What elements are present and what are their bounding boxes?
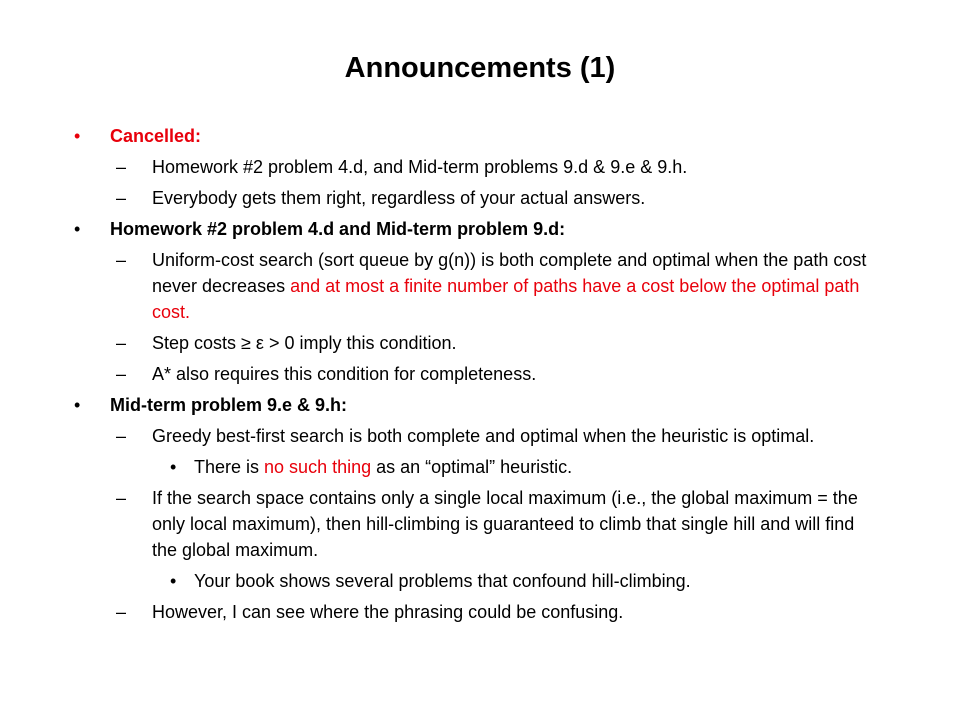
bullet-marker: • [170, 571, 177, 591]
dash-marker: – [116, 602, 127, 622]
slide-title: Announcements (1) [344, 52, 616, 84]
dash-marker: – [116, 157, 127, 177]
list-item [74, 485, 874, 563]
bullet-marker: • [74, 126, 81, 146]
list-item-text: However, I can see where the phrasing could be confusing. [152, 602, 624, 622]
list-item-text: Step costs ≥ ε > 0 imply this condition. [152, 333, 457, 353]
list-item [74, 185, 874, 211]
list-item-text: Homework #2 problem 4.d, and Mid-term problems 9.d & 9.e & 9.h. [152, 157, 688, 177]
section-heading-cancelled [74, 123, 874, 149]
dash-marker: – [116, 364, 127, 384]
nested-list-item [74, 568, 874, 594]
section-heading-text: Cancelled: [110, 126, 202, 146]
nested-list-item-highlight-text: no such thing [264, 457, 372, 477]
slide-content [74, 123, 874, 630]
list-item-text: Uniform-cost search (sort queue by g(n)) is both complete and optimal when the path cost never decreases [152, 250, 867, 296]
section-heading-text: Mid-term problem 9.e & 9.h: [110, 395, 348, 415]
list-item [74, 247, 874, 325]
nested-list-item-text: Your book shows several problems that confound hill-climbing. [194, 571, 691, 591]
dash-marker: – [116, 488, 127, 508]
nested-list-item-text-after: as an “optimal” heuristic. [371, 457, 573, 477]
dash-marker: – [116, 426, 127, 446]
nested-list-item-text: There is [194, 457, 265, 477]
dash-marker: – [116, 250, 127, 270]
list-item [74, 361, 874, 387]
list-item-text: Everybody gets them right, regardless of your actual answers. [152, 188, 646, 208]
section-heading-homework [74, 216, 874, 242]
bullet-marker: • [170, 457, 177, 477]
list-item [74, 599, 874, 625]
list-item-highlight-text: and at most a finite number of paths have a cost below the optimal path cost. [152, 276, 860, 322]
list-item [74, 330, 874, 356]
nested-list-item [74, 454, 874, 480]
list-item-text: A* also requires this condition for completeness. [152, 364, 537, 384]
list-item [74, 154, 874, 180]
dash-marker: – [116, 333, 127, 353]
section-heading-midterm [74, 392, 874, 418]
dash-marker: – [116, 188, 127, 208]
bullet-marker: • [74, 219, 81, 239]
list-item-text: If the search space contains only a single local maximum (i.e., the global maximum = the only local maximum), then hill-climbing is guaranteed to climb that single hill and will find the global maximum. [152, 488, 858, 560]
section-heading-text: Homework #2 problem 4.d and Mid-term problem 9.d: [110, 219, 566, 239]
list-item [74, 423, 874, 449]
bullet-marker: • [74, 395, 81, 415]
list-item-text: Greedy best-first search is both complete and optimal when the heuristic is optimal. [152, 426, 815, 446]
